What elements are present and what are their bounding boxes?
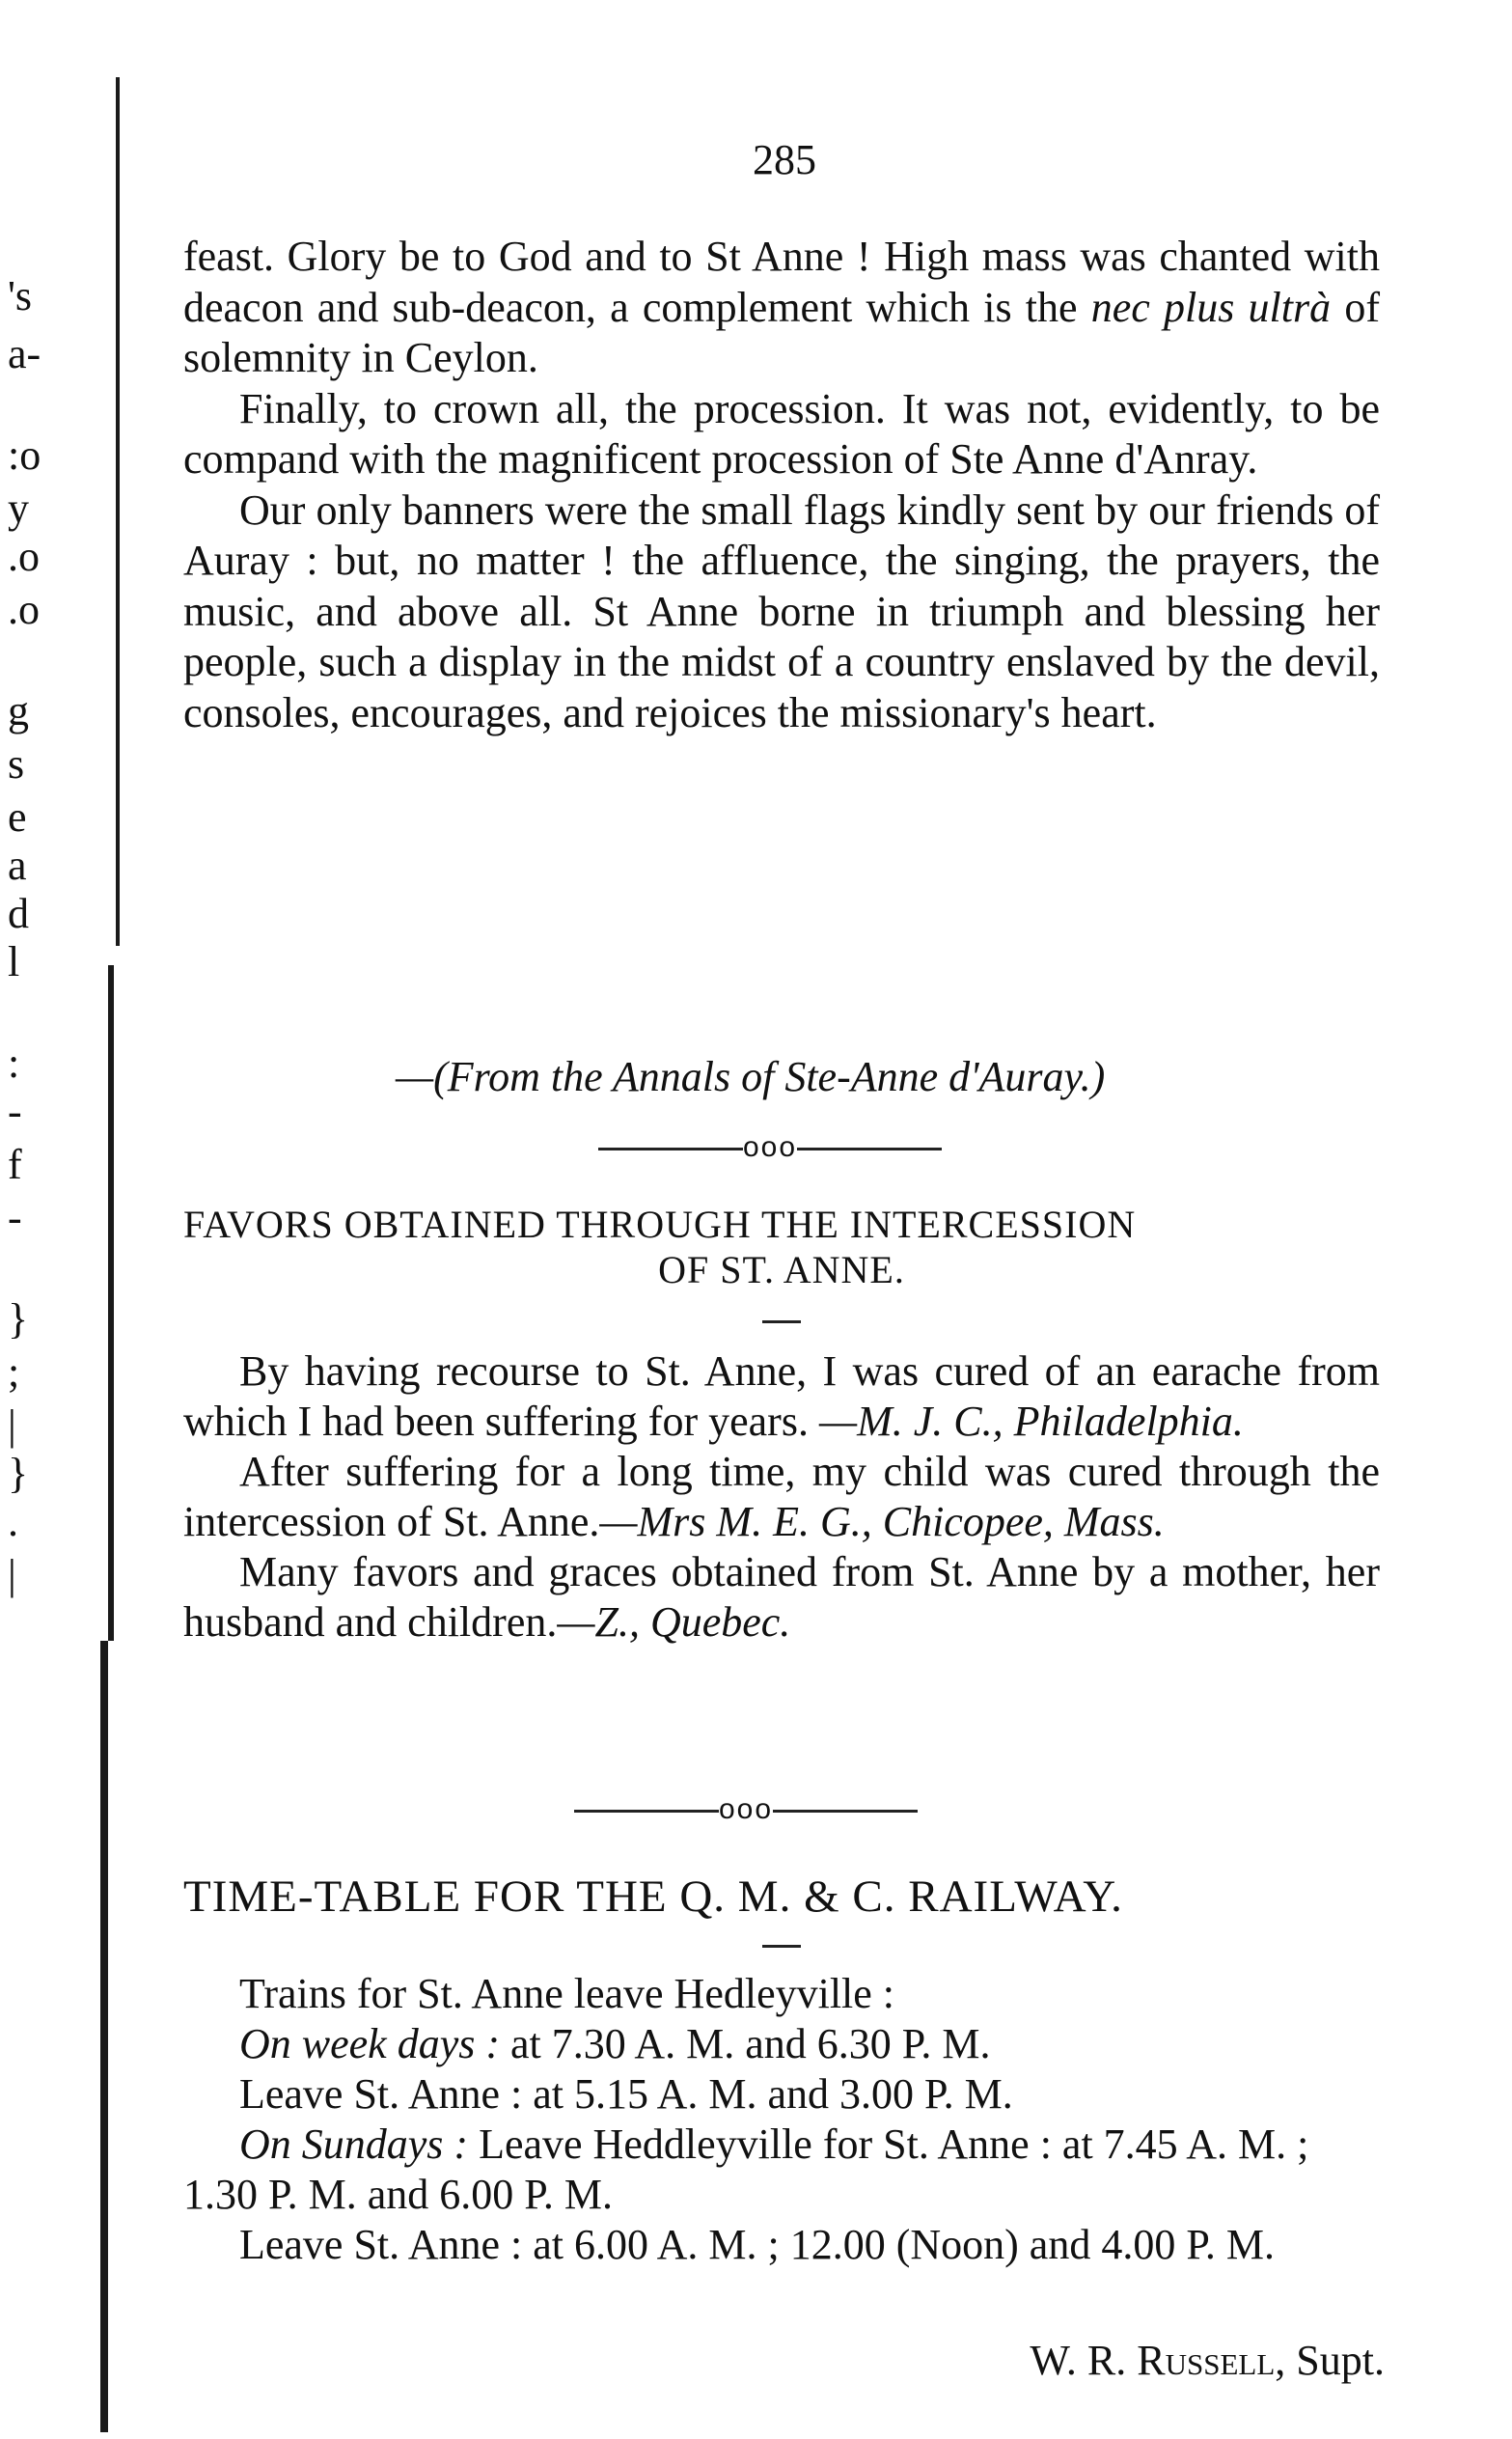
timetable-line: On week days : at 7.30 A. M. and 6.30 P. M.	[239, 2020, 991, 2067]
timetable-line: Leave St. Anne : at 6.00 A. M. ; 12.00 (Noon) and 4.00 P. M.	[239, 2221, 1276, 2268]
paragraph: feast. Glory be to God and to St Anne ! High mass was chanted with deacon and sub-deacon, a complement which is the nec plus ultrà of solemnity in Ceylon.	[183, 233, 1380, 381]
source-attribution: —(From the Annals of Ste-Anne d'Auray.)	[396, 1053, 1106, 1100]
gutter-char: .o	[8, 533, 40, 580]
favor-signature: —Z., Quebec.	[557, 1598, 791, 1646]
gutter-char: .o	[8, 586, 40, 633]
timetable-line: Trains for St. Anne leave Hedleyville :	[239, 1970, 895, 2017]
timetable-body	[183, 1969, 1380, 2270]
favors-heading	[183, 1202, 1380, 1292]
signature-name: Russell	[1137, 2337, 1276, 2384]
divider-ornament: ooo	[719, 1793, 774, 1825]
gutter-char: |	[8, 1401, 16, 1449]
timetable-line: Leave St. Anne : at 5.15 A. M. and 3.00 P. M.	[239, 2070, 1013, 2118]
gutter-char: d	[8, 890, 29, 937]
gutter-char: -	[8, 1194, 22, 1241]
gutter-char: |	[8, 1551, 16, 1598]
favors-list	[183, 1346, 1380, 1648]
short-rule	[762, 1320, 801, 1323]
page-number: 285	[753, 136, 816, 183]
favors-heading-line1: FAVORS OBTAINED THROUGH THE INTERCESSION	[183, 1203, 1137, 1246]
gutter-char: a-	[8, 330, 41, 377]
timetable-label: On Sundays :	[239, 2120, 469, 2168]
timetable-heading: TIME-TABLE FOR THE Q. M. & C. RAILWAY.	[183, 1871, 1123, 1922]
favor-item: After suffering for a long time, my child was cured through the intercession of St. Anne.—Mrs M. E. G., Chicopee, Mass.	[183, 1448, 1380, 1545]
gutter-char: y	[8, 485, 29, 532]
gutter-edge-line	[116, 77, 120, 946]
gutter-char: }	[8, 1450, 29, 1497]
latin-phrase: nec plus ultrà	[1090, 283, 1332, 331]
gutter-char: .	[8, 1498, 18, 1545]
gutter-char: e	[8, 793, 27, 841]
gutter-char: f	[8, 1141, 22, 1188]
signature: W. R. Russell, Supt.	[1030, 2337, 1385, 2384]
section-divider	[598, 1131, 942, 1164]
timetable-line: On Sundays : Leave Heddleyville for St. Anne : at 7.45 A. M. ; 1.30 P. M. and 6.00 P. M.	[183, 2120, 1309, 2218]
gutter-char: -	[8, 1088, 22, 1135]
gutter-char: l	[8, 938, 20, 985]
favor-signature: —Mrs M. E. G., Chicopee, Mass.	[599, 1498, 1165, 1545]
paragraph: Finally, to crown all, the procession. It was not, evidently, to be compand with the magnificent procession of Ste Anne d'Anray.	[183, 384, 1380, 483]
gutter-char: a	[8, 842, 27, 889]
gutter-char: :o	[8, 431, 41, 479]
gutter-edge-line	[108, 965, 114, 1641]
article-body	[183, 232, 1380, 738]
favor-signature: —M. J. C., Philadelphia.	[818, 1398, 1244, 1445]
favors-heading-line2: OF ST. ANNE.	[658, 1248, 905, 1291]
paragraph: Our only banners were the small flags kindly sent by our friends of Auray : but, no matter ! the affluence, the singing, the prayers, the music, and above all. St Anne borne in triumph and blessing her people, such a display in the midst of a country enslaved by the devil, consoles, encourages, and rejoices the missionary's heart.	[183, 485, 1380, 736]
gutter-char: g	[8, 687, 29, 734]
gutter-char: 's	[8, 272, 33, 319]
timetable-label: On week days :	[239, 2020, 501, 2067]
gutter-char: ;	[8, 1348, 20, 1396]
section-divider	[574, 1793, 918, 1826]
short-rule	[762, 1945, 801, 1948]
favor-item: Many favors and graces obtained from St. Anne by a mother, her husband and children.—Z., Quebec.	[183, 1548, 1380, 1646]
divider-ornament: ooo	[743, 1131, 798, 1163]
left-gutter-bleed	[0, 0, 174, 2439]
favor-item: By having recourse to St. Anne, I was cured of an earache from which I had been suffering for years. —M. J. C., Philadelphia.	[183, 1347, 1380, 1445]
gutter-char: }	[8, 1295, 29, 1343]
gutter-edge-line	[100, 1641, 108, 2432]
gutter-char: s	[8, 740, 25, 788]
gutter-char: :	[8, 1039, 20, 1087]
